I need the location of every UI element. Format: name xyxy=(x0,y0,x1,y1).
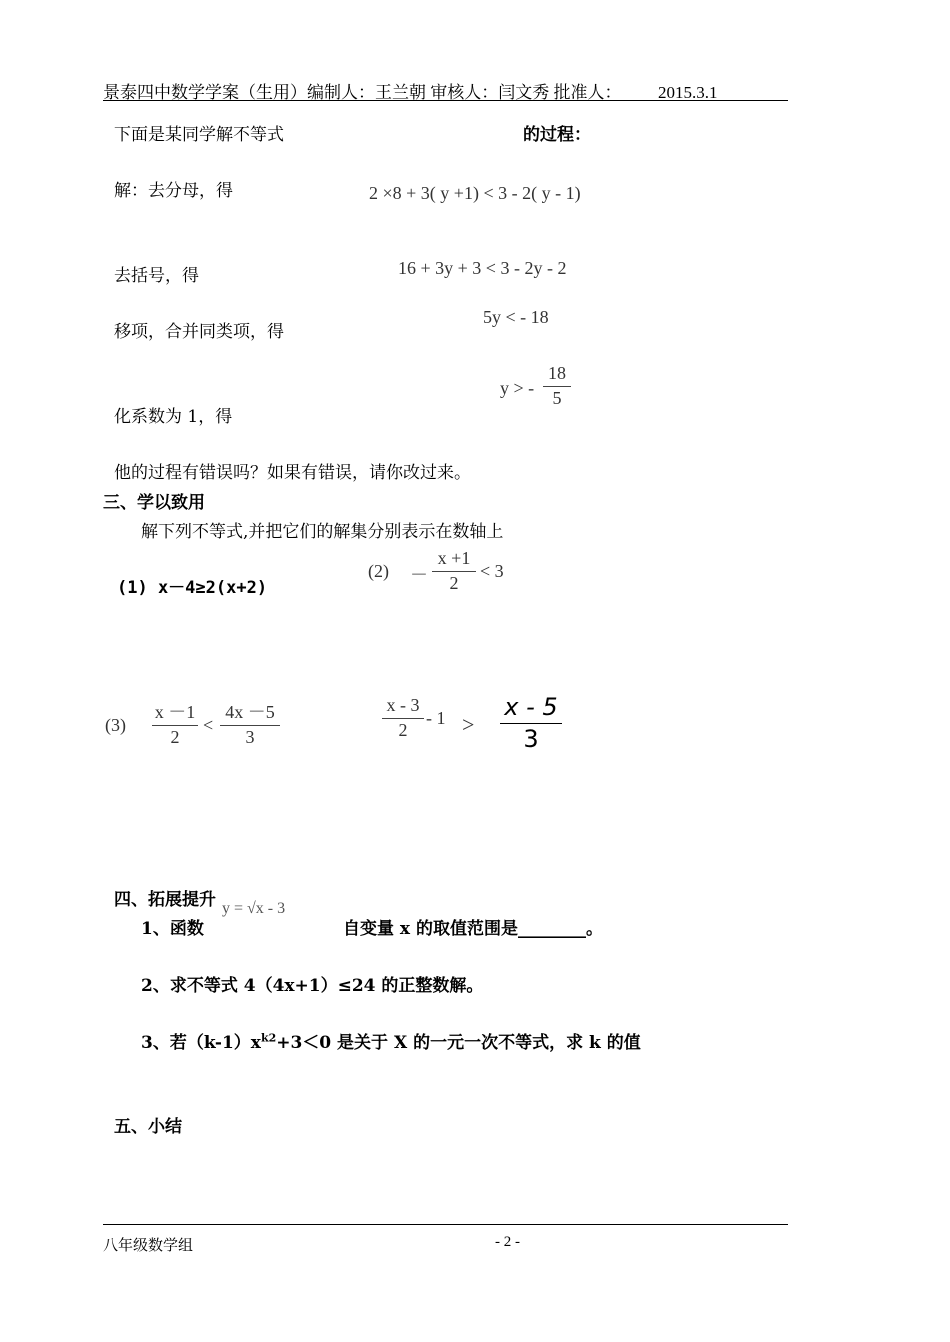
step4-label: 化系数为 1，得 xyxy=(114,407,233,427)
problem-4-fraction-left xyxy=(382,695,424,741)
fraction-bar xyxy=(220,725,280,726)
problem-3-label: (3) xyxy=(105,715,126,735)
fraction-bar xyxy=(500,723,562,724)
problem-4-denominator-right: 3 xyxy=(523,724,539,753)
q3-suffix: +3＜0 是关于 X 的一元一次不等式，求 k 的值 xyxy=(276,1033,641,1053)
problem-3-fraction-right xyxy=(220,702,280,748)
q3 xyxy=(141,1028,641,1053)
step4-expr-left: y > - xyxy=(500,378,535,398)
problem-4-tail: - 1 xyxy=(426,708,446,728)
problem-4-fraction-right xyxy=(500,693,562,754)
q2 xyxy=(141,971,483,996)
problem-3-denominator-right: 3 xyxy=(245,726,255,747)
problem-2-fraction xyxy=(432,548,476,594)
footer-page-number: - 2 - xyxy=(495,1234,520,1250)
q3-superscript: k2 xyxy=(260,1031,277,1045)
problem-3-denominator-left: 2 xyxy=(170,726,180,747)
section4-title: 四、拓展提升 xyxy=(114,890,216,910)
step4-numerator: 18 xyxy=(548,363,566,383)
intro-right: 的过程： xyxy=(523,125,591,145)
footer-left: 八年级数学组 xyxy=(103,1236,194,1254)
fraction-bar xyxy=(152,725,198,726)
section3-title: 三、学以致用 xyxy=(103,493,205,513)
fraction-bar xyxy=(543,386,571,387)
step4-denominator: 5 xyxy=(552,387,562,408)
step1-expr: 2 ×8 + 3( y +1) < 3 - 2( y - 1) xyxy=(369,183,581,203)
q3-prefix: 3、若（k-1）x xyxy=(141,1033,261,1053)
problem-2-minus: － xyxy=(410,565,428,585)
step3-expr: 5y < - 18 xyxy=(483,307,549,327)
problem-3-numerator-left: x －1 xyxy=(154,702,196,722)
problem-2-label: (2) xyxy=(368,561,389,581)
intro-left: 下面是某同学解不等式 xyxy=(114,125,284,145)
problem-3-op: < xyxy=(203,715,214,735)
problem-2-rhs: < 3 xyxy=(480,561,504,581)
problem-1: (1) x－4≥2(x+2) xyxy=(117,578,268,598)
step4-fraction xyxy=(543,363,571,409)
q1-function: y = √x - 3 xyxy=(222,900,286,917)
footer-rule xyxy=(103,1224,788,1225)
step2-label: 去括号，得 xyxy=(114,266,199,286)
header-date: 2015.3.1 xyxy=(658,83,718,102)
header-text: 景泰四中数学学案（生用）编制人：王兰朝 审核人：闫文秀 批准人： xyxy=(103,83,622,102)
problem-4-op: > xyxy=(462,712,475,737)
q1-prefix: 1、函数 xyxy=(141,919,204,939)
problem-2-numerator: x +1 xyxy=(437,548,471,568)
problem-3-fraction-left xyxy=(152,702,198,748)
problem-4-denominator-left: 2 xyxy=(398,719,408,740)
question: 他的过程有错误吗？如果有错误，请你改过来。 xyxy=(114,463,471,483)
header-rule xyxy=(103,100,788,101)
step1-label: 解：去分母，得 xyxy=(114,181,233,201)
step3-label: 移项，合并同类项，得 xyxy=(114,322,284,342)
problem-4-numerator-left: x - 3 xyxy=(386,695,420,715)
q2-text: 2、求不等式 4（4x+1）≤24 的正整数解。 xyxy=(141,976,484,996)
section5-title: 五、小结 xyxy=(114,1117,182,1137)
step2-expr: 16 + 3y + 3 < 3 - 2y - 2 xyxy=(398,258,567,278)
fraction-bar xyxy=(382,718,424,719)
problem-2-denominator: 2 xyxy=(449,572,459,593)
section3-instruction: 解下列不等式,并把它们的解集分别表示在数轴上 xyxy=(141,522,504,542)
q1-suffix: 自变量 x 的取值范围是________。 xyxy=(343,919,603,939)
problem-3-numerator-right: 4x －5 xyxy=(225,702,275,722)
fraction-bar xyxy=(432,571,476,572)
problem-4-numerator-right: x - 5 xyxy=(504,693,558,721)
